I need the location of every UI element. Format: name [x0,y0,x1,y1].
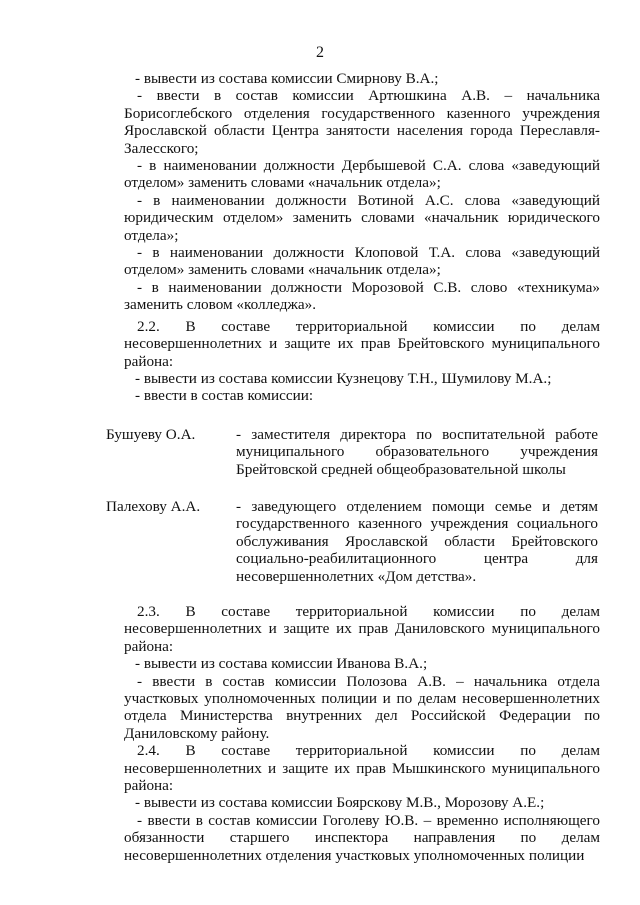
paragraph: - в наименовании должности Вотиной А.С. слова «заведующий юридическим отделом» заменить словами «начальник юридического отдела»; [124,191,600,244]
paragraph: - вывести из состава комиссии Кузнецову Т.Н., Шумилову М.А.; [135,369,552,387]
paragraph: - в наименовании должности Морозовой С.В. слово «техникума» заменить словом «колледжа». [124,278,600,314]
paragraph: - вывести из состава комиссии Смирнову В.А.; [135,70,439,87]
section-heading-2-3: 2.3. В составе территориальной комиссии по делам несовершеннолетних и защите их прав Даниловского муниципального района: [124,602,600,655]
document-body [106,70,600,864]
paragraph: - вывести из состава комиссии Боярскову М.В., Морозову А.Е.; [135,794,545,812]
paragraph: - в наименовании должности Клоповой Т.А. слова «заведующий отделом» заменить словами «начальник отдела»; [124,244,600,279]
member-name: Бушуеву О.А. [106,425,196,443]
paragraph: - ввести в состав комиссии Артюшкина А.В. – начальника Борисоглебского отделения государственного казенного учреждения Ярославской области Центра занятости населения города Переславля-Залесского; [124,87,600,157]
paragraph: - ввести в состав комиссии: [135,387,314,405]
member-name: Палехову А.А. [106,497,201,515]
page-number: 2 [316,44,324,61]
section-heading-2-2: 2.2. В составе территориальной комиссии по делам несовершеннолетних и защите их прав Брейтовского муниципального района: [124,317,600,370]
member-description: - заместителя директора по воспитательной работе муниципального образовательного учреждения Брейтовской средней общеобразовательной школы [236,425,598,478]
member-row [106,426,598,478]
paragraph: - ввести в состав комиссии Полозова А.В. – начальника отдела участковых уполномоченных полиции и по делам несовершеннолетних отдела Министерства внутренних дел Российской Федерации по Даниловскому району. [124,672,600,742]
paragraph: - вывести из состава комиссии Иванова В.А.; [135,655,428,673]
paragraph: - ввести в состав комиссии Гоголеву Ю.В. – временно исполняющего обязанности старшего инспектора направления по делам несовершеннолетних отделения участковых уполномоченных полиции [124,811,600,864]
member-description: - заведующего отделением помощи семье и детям государственного казенного учреждения социального обслуживания Ярославской области Брейтовского социально-реабилитационного центра для несовершеннолетних «Дом детства». [236,497,598,585]
paragraph: - в наименовании должности Дербышевой С.А. слова «заведующий отделом» заменить словами «начальник отдела»; [124,157,600,192]
section-heading-2-4: 2.4. В составе территориальной комиссии по делам несовершеннолетних и защите их прав Мышкинского муниципального района: [124,742,600,795]
member-row [106,498,598,585]
